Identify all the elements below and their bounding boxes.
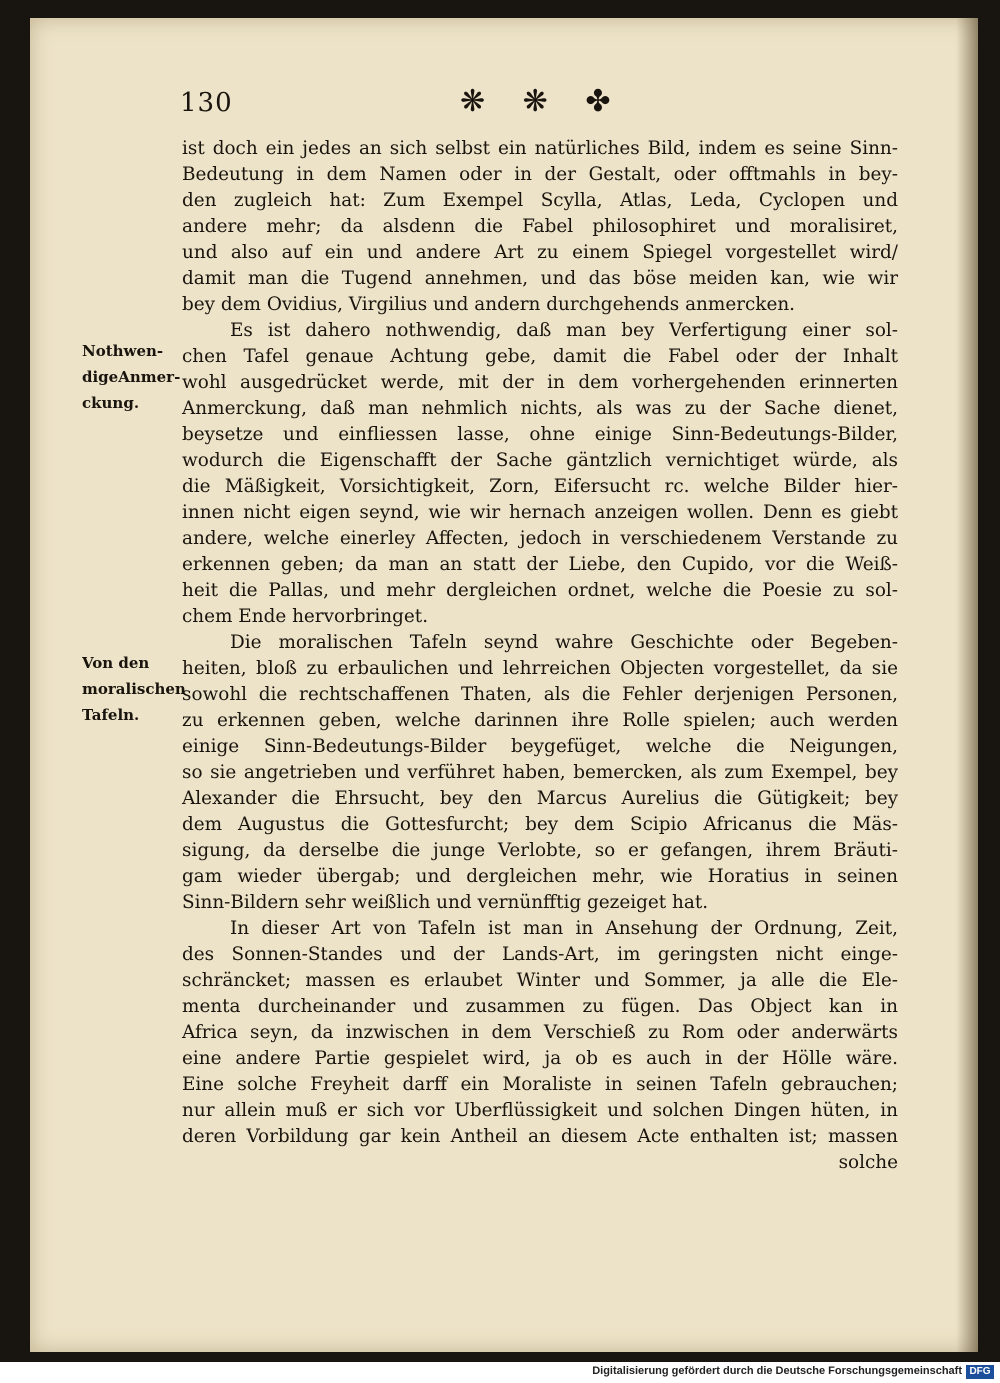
text-line: nur allein muß er sich vor Uberflüssigkeit und solchen Dingen hüten, in (182, 1100, 898, 1121)
text-line: Alexander die Ehrsucht, bey den Marcus Aurelius die Gütigkeit; bey (182, 788, 898, 809)
text-line: wodurch die Eigenschafft der Sache gäntzlich vernichtiget würde, als (182, 450, 898, 471)
text-line: Sinn-Bildern sehr weißlich und vernünfftig gezeiget hat. (182, 892, 709, 913)
text-line: zu erkennen geben, welche darinnen ihre Rolle spielen; auch werden (182, 710, 898, 731)
text-line: erkennen geben; da man an statt der Liebe, den Cupido, vor die Weiß- (182, 554, 898, 575)
text-line: die Mäßigkeit, Vorsichtigkeit, Zorn, Eifersucht rc. welche Bilder hier- (182, 476, 898, 497)
text-line: deren Vorbildung gar kein Antheil an diesem Acte enthalten ist; massen (182, 1126, 898, 1147)
text-line: heit die Pallas, und mehr dergleichen ordnet, welche die Poesie zu sol- (182, 580, 898, 601)
footer-bar (0, 1362, 1000, 1383)
text-line: menta durcheinander und zusammen zu fügen. Das Object kan in (182, 996, 898, 1017)
catchword: solche (838, 1152, 898, 1173)
margin-note-line: Nothwen- (82, 342, 164, 360)
text-line: Bedeutung in dem Namen oder in der Gestalt, oder offtmahls in bey- (182, 164, 898, 185)
text-line: Eine solche Freyheit darff ein Moraliste in seinen Tafeln gebrauchen; (182, 1074, 898, 1095)
body-text (182, 136, 898, 1176)
text-line: damit man die Tugend annehmen, und das böse meiden kan, wie wir (182, 268, 898, 289)
page-fold-shadow (956, 18, 978, 1352)
text-line: andere, welche einerley Affecten, jedoch in verschiedenem Verstande zu (182, 528, 898, 549)
margin-note-nothwendige-anmerckung (82, 338, 194, 416)
text-line: einige Sinn-Bedeutungs-Bilder beygefüget, welche die Neigungen, (182, 736, 898, 757)
text-line: andere mehr; da alsdenn die Fabel philosophiret und moralisiret, (182, 216, 898, 237)
text-line: dem Augustus die Gottesfurcht; bey dem Scipio Africanus die Mäs- (182, 814, 898, 835)
text-line: schräncket; massen es erlaubet Winter und Sommer, ja alle die Ele- (182, 970, 898, 991)
text-line: chem Ende hervorbringet. (182, 606, 429, 627)
text-line: des Sonnen-Standes und der Lands-Art, im geringsten nicht einge- (182, 944, 898, 965)
paragraph-start-line: Es ist dahero nothwendig, daß man bey Verfertigung einer sol- (230, 320, 898, 341)
margin-note-line: Tafeln. (82, 706, 140, 724)
page-number: 130 (180, 88, 233, 118)
text-line: sigung, da derselbe die junge Verlobte, so er gefangen, ihrem Bräuti- (182, 840, 898, 861)
text-line: und also auf ein und andere Art zu einem Spiegel vorgestellet wird/ (182, 242, 898, 263)
text-line: ist doch ein jedes an sich selbst ein natürliches Bild, indem es seine Sinn- (182, 138, 898, 159)
margin-note-moralische-tafeln (82, 650, 194, 728)
text-line: innen nicht eigen seynd, wie wir hernach anzeigen wollen. Denn es giebt (182, 502, 898, 523)
text-line: den zugleich hat: Zum Exempel Scylla, Atlas, Leda, Cyclopen und (182, 190, 898, 211)
text-line: chen Tafel genaue Achtung gebe, damit die Fabel oder der Inhalt (182, 346, 898, 367)
paragraph-start-line: Die moralischen Tafeln seynd wahre Geschichte oder Begeben- (230, 632, 898, 653)
text-line: gam wieder übergab; und dergleichen mehr, wie Horatius in seinen (182, 866, 898, 887)
dfg-credit-text: Digitalisierung gefördert durch die Deutsche Forschungsgemeinschaft (592, 1365, 962, 1377)
text-line: so sie angetrieben und verführet haben, bemercken, als zum Exempel, bey (182, 762, 898, 783)
text-line: bey dem Ovidius, Virgilius und andern durchgehends anmercken. (182, 294, 796, 315)
text-line: wohl ausgedrücket werde, mit der in dem vorhergehenden erinnerten (182, 372, 898, 393)
text-line: Africa seyn, da inzwischen in dem Verschieß zu Rom oder anderwärts (182, 1022, 898, 1043)
text-line: beysetze und einfliessen lasse, ohne einige Sinn-Bedeutungs-Bilder, (182, 424, 898, 445)
ornament-row: ❋ ❋ ✤ (460, 84, 625, 119)
text-line: heiten, bloß zu erbaulichen und lehrreichen Objecten vorgestellet, da sie (182, 658, 898, 679)
text-line: eine andere Partie gespielet wird, ja ob es auch in der Hölle wäre. (182, 1048, 898, 1069)
margin-note-line: ckung. (82, 394, 140, 412)
dfg-logo: DFG (966, 1365, 994, 1379)
paragraph-start-line: In dieser Art von Tafeln ist man in Ansehung der Ordnung, Zeit, (230, 918, 898, 939)
margin-note-line: digeAnmer- (82, 368, 181, 386)
margin-note-line: moralischen (82, 680, 186, 698)
text-line: sowohl die rechtschaffenen Thaten, als die Fehler derjenigen Personen, (182, 684, 898, 705)
margin-note-line: Von den (82, 654, 150, 672)
text-line: Anmerckung, daß man nehmlich nichts, als was zu der Sache dienet, (182, 398, 898, 419)
